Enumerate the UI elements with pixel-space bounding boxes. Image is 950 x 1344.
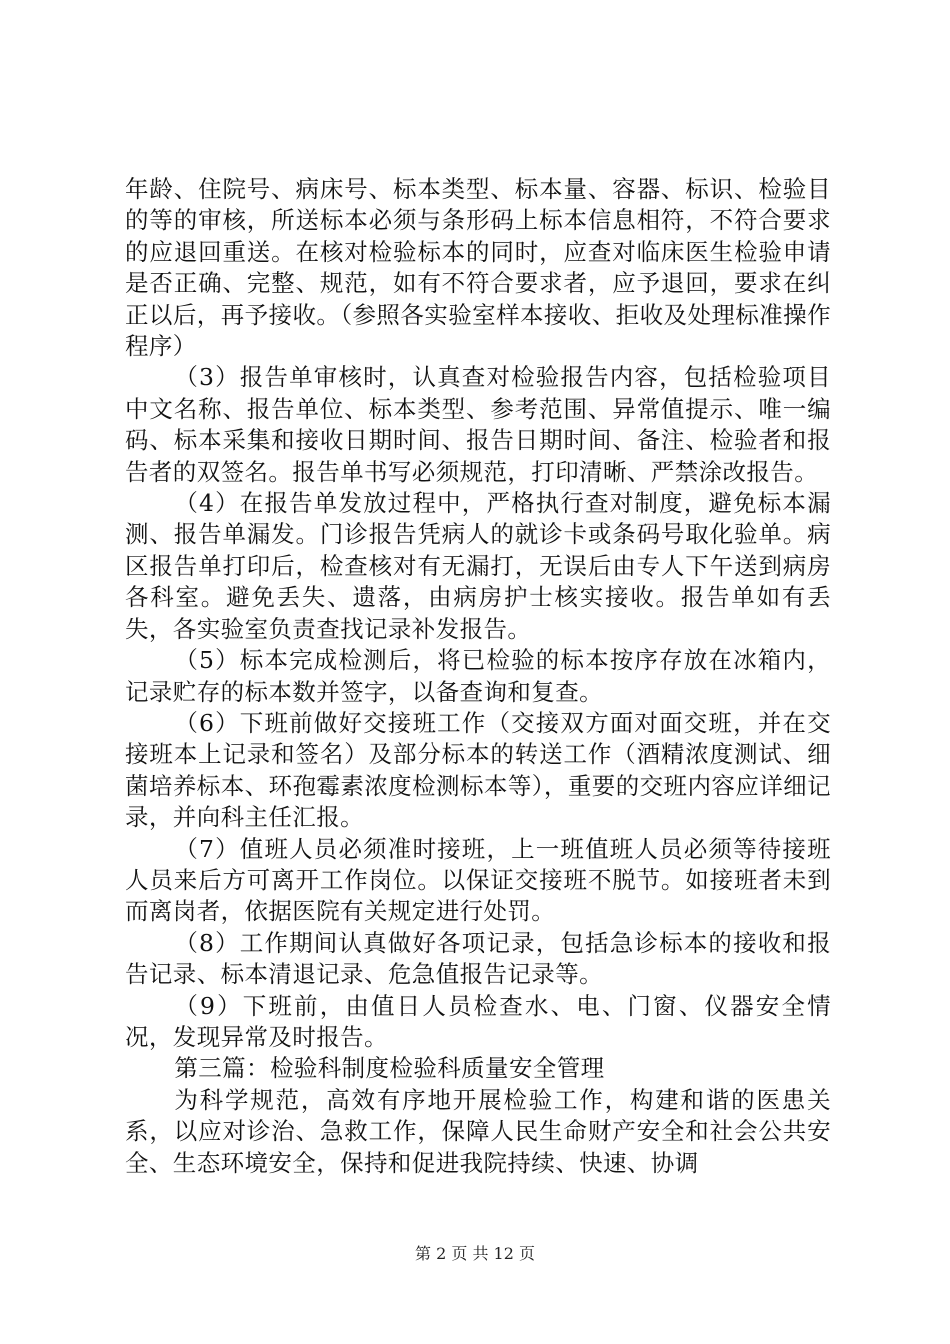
paragraph-item-6: （6）下班前做好交接班工作（交接双方面对面交班，并在交接班本上记录和签名）及部分标本的转送工作（酒精浓度测试、细菌培养标本、环孢霉素浓度检测标本等），重要的交班内容应详细记录，并向科主任汇报。: [125, 708, 831, 832]
document-body: [125, 174, 831, 1179]
paragraph-item-9: （9）下班前，由值日人员检查水、电、门窗、仪器安全情况，发现异常及时报告。: [125, 991, 831, 1051]
paragraph-item-7: （7）值班人员必须准时接班，上一班值班人员必须等待接班人员来后方可离开工作岗位。以保证交接班不脱节。如接班者未到而离岗者，依据医院有关规定进行处罚。: [125, 834, 831, 926]
paragraph-item-8: （8）工作期间认真做好各项记录，包括急诊标本的接收和报告记录、标本清退记录、危急值报告记录等。: [125, 928, 831, 989]
paragraph-item-5: （5）标本完成检测后，将已检验的标本按序存放在冰箱内，记录贮存的标本数并签字，以备查询和复查。: [125, 646, 831, 706]
paragraph-continuation: 年龄、住院号、病床号、标本类型、标本量、容器、标识、检验目的等的审核，所送标本必须与条形码上标本信息相符，不符合要求的应退回重送。在核对检验标本的同时，应查对临床医生检验申请是否正确、完整、规范，如有不符合要求者，应予退回，要求在纠正以后，再予接收。（参照各实验室样本接收、拒收及处理标准操作程序）: [125, 175, 831, 361]
paragraph-item-4: （4）在报告单发放过程中，严格执行查对制度，避免标本漏测、报告单漏发。门诊报告凭病人的就诊卡或条码号取化验单。病区报告单打印后，检查核对有无漏打，无误后由专人下午送到病房各科室。避免丢失、遗落，由病房护士核实接收。报告单如有丢失，各实验室负责查找记录补发报告。: [125, 489, 831, 643]
paragraph-item-3: （3）报告单审核时，认真查对检验报告内容，包括检验项目中文名称、报告单位、标本类型、参考范围、异常值提示、唯一编码、标本采集和接收日期时间、报告日期时间、备注、检验者和报告者的双签名。报告单书写必须规范，打印清晰、严禁涂改报告。: [125, 363, 831, 486]
paragraph-intro: 为科学规范，高效有序地开展检验工作，构建和谐的医患关系，以应对诊治、急救工作，保障人民生命财产安全和社会公共安全、生态环境安全，保持和促进我院持续、快速、协调: [125, 1085, 831, 1177]
section-heading: 第三篇：检验科制度检验科质量安全管理: [174, 1054, 605, 1083]
page-number: 第 2 页 共 12 页: [415, 1244, 535, 1263]
